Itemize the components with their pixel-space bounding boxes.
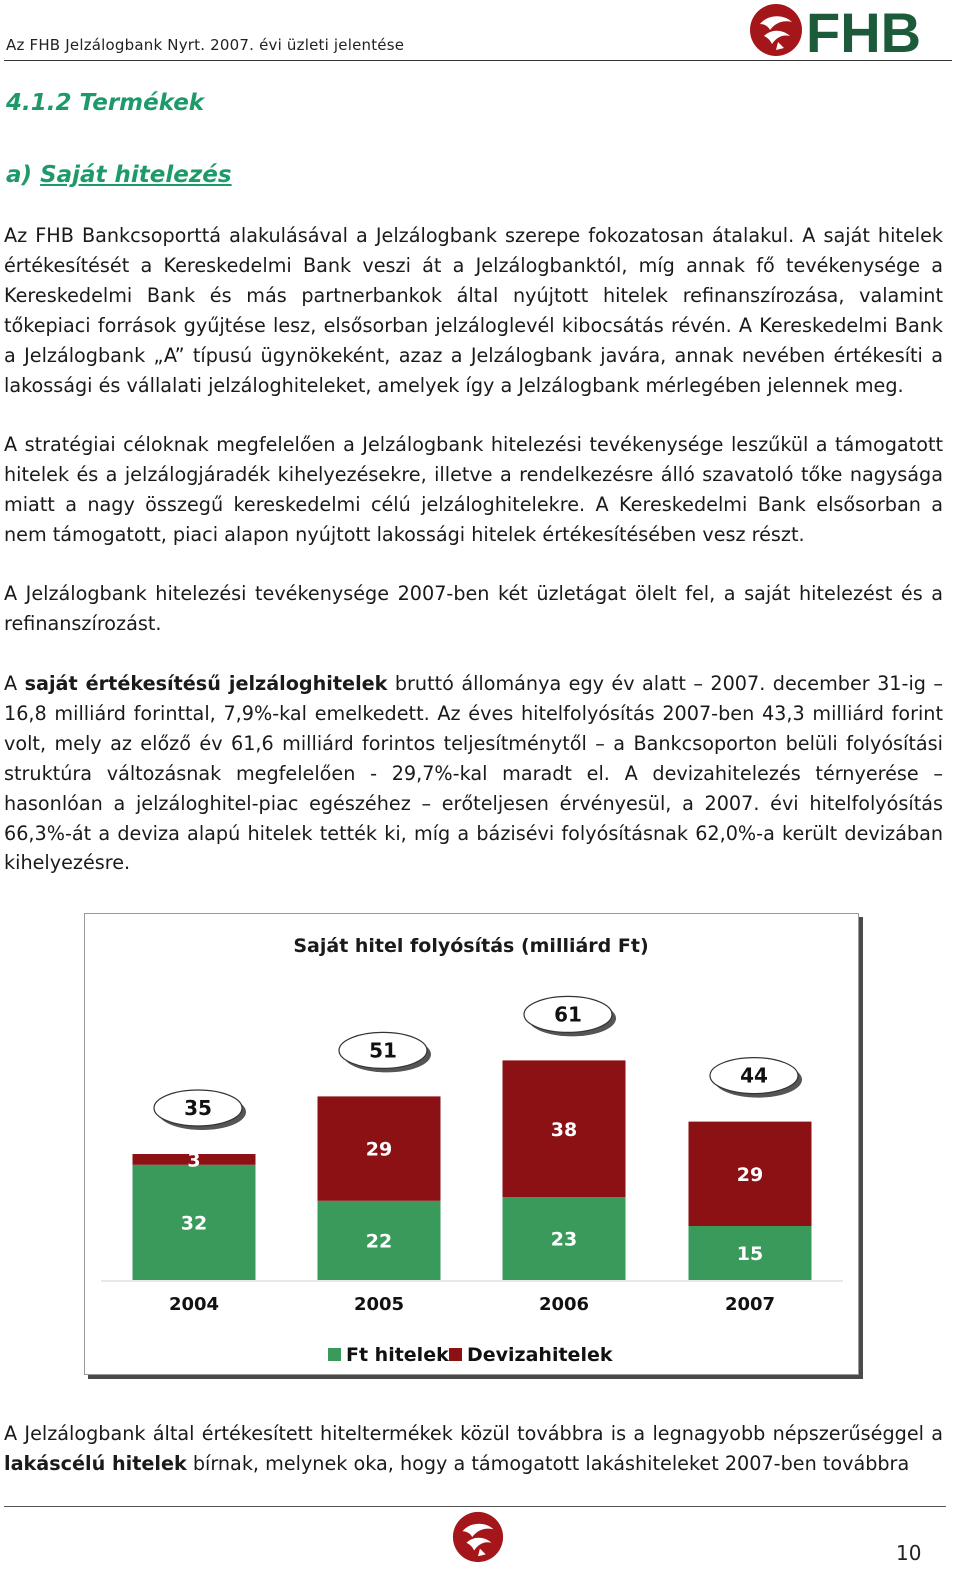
chart-bars xyxy=(133,996,812,1315)
value-label-deviza-2006: 38 xyxy=(550,1118,578,1141)
paragraph-3: A Jelzálogbank hitelezési tevékenysége 2007-ben két üzletágat ölelt fel, a saját hitelezést és a refinanszírozást. xyxy=(4,582,943,635)
paragraph-4-rest: bruttó állománya egy év alatt – 2007. december 31-ig – 16,8 milliárd forinttal, 7,9%-kal emelkedett. Az éves hitelfolyósítás 2007-ben 43,3 milliárd forint volt, mely az előző év 61,6 milliárd forintos teljesítménytől – a Bankcsoporton belüli folyósítási struktúra változásnak megfelelően - 29,7%-kal maradt el. A devizahitelezés térnyerése – hasonlóan a jelzáloghitel-piac egészéhez – erőteljesen érvényesül, a 2007. évi hitelfolyósítás 66,3%-át a deviza alapú hitelek tették ki, míg a bázisévi folyósításnak 62,0%-a került devizában kihelyezésre. xyxy=(4,672,943,875)
legend-swatch-ft xyxy=(328,1348,341,1361)
value-label-ft-2006: 23 xyxy=(550,1228,578,1251)
value-label-ft-2005: 22 xyxy=(365,1230,393,1253)
footer-divider xyxy=(4,1506,946,1507)
total-label-2006: 61 xyxy=(554,1002,582,1027)
stacked-bar-chart xyxy=(85,914,858,1374)
paragraph-5-start: A Jelzálogbank által értékesített hiteltermékek közül továbbra is a legnagyobb népszerűséggel a xyxy=(4,1422,943,1445)
paragraph-4-emphasis: saját értékesítésű jelzáloghitelek xyxy=(24,672,388,695)
x-tick-label-2005: 2005 xyxy=(353,1294,405,1315)
chart-container xyxy=(84,913,859,1375)
legend-label-deviza: Devizahitelek xyxy=(467,1344,613,1366)
value-label-deviza-2007: 29 xyxy=(736,1163,764,1186)
fhb-logo xyxy=(748,2,948,58)
paragraph-5-rest: bírnak, melynek oka, hogy a támogatott lakáshiteleket 2007-ben továbbra xyxy=(186,1451,910,1475)
paragraph-4 xyxy=(4,669,943,878)
x-tick-label-2006: 2006 xyxy=(538,1294,590,1315)
header-divider xyxy=(4,60,952,61)
paragraph-1: Az FHB Bankcsoporttá alakulásával a Jelzálogbank szerepe fokozatosan átalakul. A saját hitelek értékesítését a Kereskedelmi Bank veszi át a Jelzálogbanktól, míg annak fő tevékenysége a Kereskedelmi Bank és más partnerbankok által nyújtott hitelek refinanszírozása, valamint tőkepiaci források gyűjtése lesz, elsősorban jelzáloglevél kibocsátás révén. A Kereskedelmi Bank a Jelzálogbank „A” típusú ügynökeként, azaz a Jelzálogbank javára, annak nevében értékesíti a lakossági és vállalati jelzáloghiteleket, amelyek így a Jelzálogbank mérlegében jelennek meg. xyxy=(4,224,943,397)
footer-logo-icon xyxy=(451,1510,505,1564)
legend-swatch-deviza xyxy=(449,1348,462,1361)
section-heading: 4.1.2 Termékek xyxy=(6,90,205,116)
paragraph-5 xyxy=(4,1419,943,1479)
value-label-deviza-2005: 29 xyxy=(365,1138,393,1161)
paragraph-4-start: A xyxy=(4,672,25,695)
legend-label-ft: Ft hitelek xyxy=(346,1344,449,1366)
value-label-ft-2004: 32 xyxy=(180,1212,208,1235)
x-tick-label-2004: 2004 xyxy=(168,1294,220,1315)
subsection-title: Saját hitelezés xyxy=(40,162,232,188)
value-label-ft-2007: 15 xyxy=(736,1243,764,1265)
svg-text:FHB: FHB xyxy=(806,2,922,58)
total-label-2005: 51 xyxy=(369,1038,397,1063)
value-label-deviza-2004: 3 xyxy=(187,1149,201,1172)
report-header-title: Az FHB Jelzálogbank Nyrt. 2007. évi üzleti jelentése xyxy=(6,36,405,54)
subsection-heading xyxy=(6,162,232,188)
total-label-2004: 35 xyxy=(184,1096,212,1120)
chart-title: Saját hitel folyósítás (milliárd Ft) xyxy=(293,935,649,957)
subsection-prefix: a) xyxy=(6,162,33,188)
total-label-2007: 44 xyxy=(740,1063,768,1088)
page-number: 10 xyxy=(896,1541,922,1565)
paragraph-2: A stratégiai céloknak megfelelően a Jelzálogbank hitelezési tevékenysége leszűkül a támogatott hitelek és a jelzálogjáradék kihelyezésekre, illetve a rendelkezésre álló szavatoló tőke nagysága miatt a nagy összegű kereskedelmi célú jelzáloghitelekre. A Kereskedelmi Bank elsősorban a nem támogatott, piaci alapon nyújtott lakossági hitelek értékesítésében vesz részt. xyxy=(4,433,943,546)
x-tick-label-2007: 2007 xyxy=(724,1294,776,1315)
chart-legend xyxy=(328,1344,613,1366)
paragraph-5-emphasis: lakáscélú hitelek xyxy=(4,1451,187,1475)
